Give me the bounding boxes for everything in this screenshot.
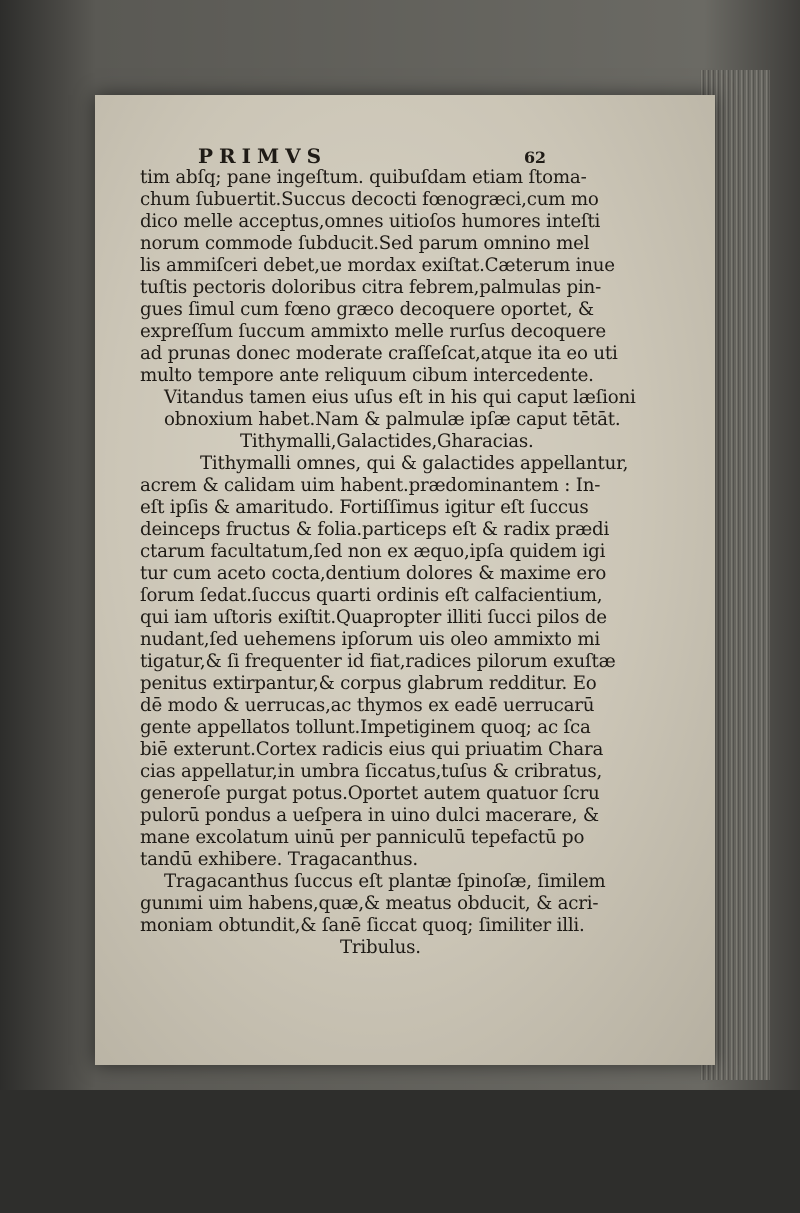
text-line: generoſe purgat potus.Oportet autem quatuor ſcru	[140, 783, 600, 804]
page-number: 62	[524, 148, 546, 167]
text-line: ctarum facultatum,ſed non ex æquo,ipſa quidem igi	[140, 541, 606, 562]
text-line: expreſſum ſuccum ammixto melle rurſus decoquere	[140, 321, 606, 342]
text-line: dē modo & uerrucas,ac thymos ex eadē uerrucarū	[140, 695, 595, 716]
text-line: norum commode ſubducit.Sed parum omnino mel	[140, 233, 590, 254]
text-line: nudant,ſed uehemens ipſorum uis oleo ammixto mi	[140, 629, 601, 650]
text-line: tigatur,& ſi frequenter id fiat,radices pilorum exuſtæ	[140, 651, 616, 672]
text-line: obnoxium habet.Nam & palmulæ ipſæ caput tētāt.	[164, 409, 621, 430]
text-line: ad prunas donec moderate craſſeſcat,atque ita eo uti	[140, 343, 618, 364]
text-line: tandū exhibere. Tragacanthus.	[140, 849, 418, 870]
text-line: penitus extirpantur,& corpus glabrum redditur. Eo	[140, 673, 597, 694]
text-line: gunımi uim habens,quæ,& meatus obducit, & acri-	[140, 893, 599, 914]
text-line: biē exterunt.Cortex radicis eius qui priuatim Chara	[140, 739, 604, 760]
text-line: mane excolatum uinū per panniculū tepefactū po	[140, 827, 585, 848]
scan-bottom-margin	[0, 1090, 800, 1213]
text-line: gente appellatos tollunt.Impetiginem quoq; ac ſca	[140, 717, 591, 738]
text-line: deinceps fructus & folia.particeps eſt & radix prædi	[140, 519, 610, 540]
text-line: cias appellatur,in umbra ſiccatus,tuſus & cribratus,	[140, 761, 603, 782]
text-line: moniam obtundit,& ſanē ſiccat quoq; ſimiliter illi.	[140, 915, 585, 936]
text-line: acrem & calidam uim habent.prædominantem : In-	[140, 475, 601, 496]
running-head: PRIMVS	[198, 144, 328, 168]
text-lines	[140, 167, 700, 959]
text-line: tim abſq; pane ingeſtum. quibuſdam etiam ſtoma-	[140, 167, 587, 188]
text-line: dico melle acceptus,omnes uitioſos humores inteſti	[140, 211, 601, 232]
text-line: Tribulus.	[340, 937, 421, 958]
page-header	[140, 145, 700, 167]
text-line: tur cum aceto cocta,dentium dolores & maxime ero	[140, 563, 607, 584]
text-line: pulorū pondus a ueſpera in uino dulci macerare, &	[140, 805, 599, 826]
text-line: multo tempore ante reliquum cibum intercedente.	[140, 365, 594, 386]
page-text	[140, 145, 700, 959]
text-line: chum ſubuertit.Succus decocti fœnogræci,cum mo	[140, 189, 599, 210]
text-line: Tithymalli,Galactides,Gharacias.	[240, 431, 534, 452]
text-line: ſorum ſedat.ſuccus quarti ordinis eſt calfacientium,	[140, 585, 603, 606]
text-line: eſt ipſis & amaritudo. Fortiſſimus igitur eſt ſuccus	[140, 497, 589, 518]
text-line: gues ſimul cum fœno græco decoquere oportet, &	[140, 299, 594, 320]
text-line: Tithymalli omnes, qui & galactides appellantur,	[200, 453, 629, 474]
text-line: tuſtis pectoris doloribus citra febrem,palmulas pin-	[140, 277, 602, 298]
text-line: qui iam uſtoris exiſtit.Quapropter illiti ſucci pilos de	[140, 607, 607, 628]
text-line: Tragacanthus ſuccus eſt plantæ ſpinoſæ, ſimilem	[164, 871, 606, 892]
text-line: lis ammiſceri debet,ue mordax exiſtat.Cæterum inue	[140, 255, 615, 276]
text-line: Vitandus tamen eius uſus eſt in his qui caput læſioni	[164, 387, 636, 408]
